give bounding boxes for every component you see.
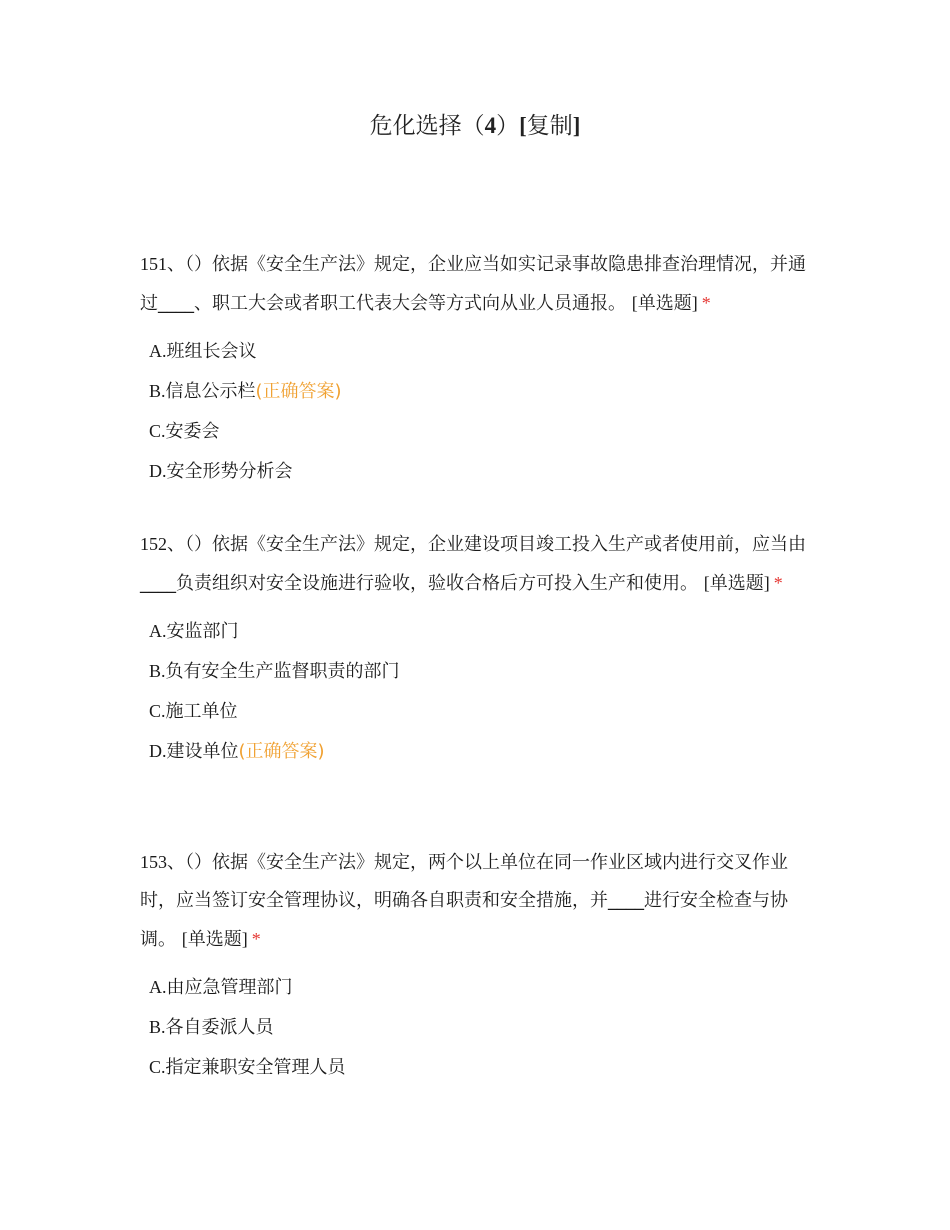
option-c[interactable] — [149, 1047, 820, 1087]
option-letter: B. — [149, 1017, 166, 1037]
option-letter: C. — [149, 701, 166, 721]
option-text: 班组长会议 — [166, 341, 257, 362]
options-list — [149, 967, 820, 1087]
title-copy-label: 复制 — [526, 113, 573, 139]
option-text: 由应急管理部门 — [166, 977, 293, 998]
title-text-close: ） — [496, 113, 520, 139]
option-letter: A. — [149, 621, 167, 641]
option-b[interactable] — [149, 1007, 820, 1047]
option-letter: D. — [149, 461, 167, 481]
title-text: 危化选择（ — [369, 113, 485, 139]
option-text: 信息公示栏 — [165, 381, 256, 402]
option-a[interactable] — [149, 967, 820, 1007]
required-mark: * — [773, 573, 783, 593]
option-b[interactable] — [149, 651, 820, 691]
required-mark: * — [251, 929, 261, 949]
option-a[interactable] — [149, 331, 820, 371]
option-text: 安委会 — [165, 421, 220, 442]
question-stem — [140, 245, 820, 323]
question-stem — [140, 843, 820, 959]
question-152 — [140, 525, 820, 771]
question-text: （）依据《安全生产法》规定，企业应当如实记录事故隐患排查治理情况，并通过____、职工大会或者职工代表大会等方式向从业人员通报。 — [140, 254, 806, 314]
option-a[interactable] — [149, 611, 820, 651]
question-text: （）依据《安全生产法》规定，企业建设项目竣工投入生产或者使用前，应当由____负责组织对安全设施进行验收，验收合格后方可投入生产和使用。 — [140, 534, 806, 594]
question-type: [单选题] — [631, 293, 698, 314]
option-text: 安全形势分析会 — [166, 461, 293, 482]
option-d[interactable] — [149, 731, 820, 771]
options-list — [149, 611, 820, 771]
option-letter: D. — [149, 741, 167, 761]
question-text: （）依据《安全生产法》规定，两个以上单位在同一作业区域内进行交叉作业时，应当签订安全管理协议，明确各自职责和安全措施，并____进行安全检查与协调。 — [140, 852, 788, 950]
option-letter: C. — [149, 421, 166, 441]
title-bracket-close: ] — [572, 113, 581, 138]
option-text: 指定兼职安全管理人员 — [165, 1057, 346, 1078]
option-letter: B. — [149, 661, 166, 681]
title-bracket-open: [ — [519, 113, 527, 138]
option-text: 建设单位 — [166, 741, 239, 762]
option-letter: B. — [149, 381, 166, 401]
option-c[interactable] — [149, 691, 820, 731]
correct-answer-label: (正确答案) — [255, 381, 342, 402]
title-number: 4 — [484, 113, 497, 138]
option-b[interactable] — [149, 371, 820, 411]
question-type: [单选题] — [181, 929, 248, 950]
option-d[interactable] — [149, 451, 820, 491]
option-letter: C. — [149, 1057, 166, 1077]
question-number: 153、 — [140, 852, 185, 872]
option-text: 施工单位 — [165, 701, 238, 722]
question-153 — [140, 843, 820, 1087]
option-letter: A. — [149, 977, 167, 997]
page-title — [0, 108, 950, 144]
question-type: [单选题] — [703, 573, 770, 594]
option-c[interactable] — [149, 411, 820, 451]
option-letter: A. — [149, 341, 167, 361]
option-text: 负有安全生产监督职责的部门 — [165, 661, 400, 682]
options-list — [149, 331, 820, 491]
question-number: 151、 — [140, 254, 185, 274]
question-number: 152、 — [140, 534, 185, 554]
question-151 — [140, 245, 820, 491]
required-mark: * — [701, 293, 711, 313]
correct-answer-label: (正确答案) — [238, 741, 325, 762]
question-stem — [140, 525, 820, 603]
option-text: 安监部门 — [166, 621, 239, 642]
option-text: 各自委派人员 — [165, 1017, 274, 1038]
